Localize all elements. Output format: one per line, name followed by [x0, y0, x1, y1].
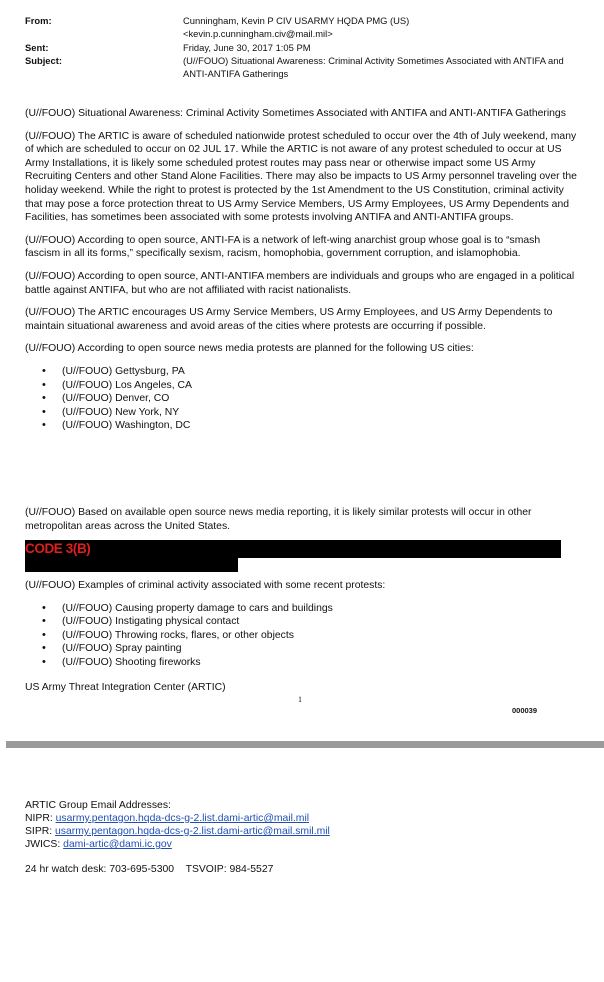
paragraph-4: (U//FOUO) The ARTIC encourages US Army Service Members, US Army Employees, and US Army Dependents to maintain situational awareness and avoid areas of the cities where protests are occurring if possible. — [25, 307, 553, 332]
cities-list — [25, 365, 577, 433]
subject-value: (U//FOUO) Situational Awareness: Criminal Activity Sometimes Associated with ANTIFA and ANTI-ANTIFA Gatherings — [183, 55, 564, 79]
paragraph-5: (U//FOUO) According to open source news media protests are planned for the following US cities: — [25, 343, 474, 355]
paragraph-7: (U//FOUO) Examples of criminal activity associated with some recent protests: — [25, 580, 386, 591]
list-item: • (U//FOUO) Denver, CO — [62, 392, 577, 406]
sipr-label: SIPR: — [25, 826, 53, 837]
sipr-line — [25, 825, 330, 839]
nipr-line — [25, 812, 309, 826]
jwics-email-link[interactable]: dami-artic@dami.ic.gov — [63, 839, 172, 850]
paragraph-3: (U//FOUO) According to open source, ANTI-ANTIFA members are individuals and groups who are engaged in a political battle against ANTIFA, but who are not affiliated with racist nationalists. — [25, 270, 575, 296]
body-title: (U//FOUO) Situational Awareness: Criminal Activity Sometimes Associated with ANTIFA and ANTI-ANTIFA Gatherings — [25, 108, 566, 119]
watch-desk: 24 hr watch desk: 703-695-5300 — [25, 864, 175, 875]
from-label: From: — [25, 15, 52, 26]
examples-list — [25, 602, 577, 670]
list-item: • (U//FOUO) Shooting fireworks — [62, 656, 577, 670]
signature: US Army Threat Integration Center (ARTIC) — [25, 682, 226, 693]
sipr-email-link[interactable]: usarmy.pentagon.hqda-dcs-g-2.list.dami-artic@mail.smil.mil — [55, 826, 330, 837]
list-item: • (U//FOUO) Instigating physical contact — [62, 615, 577, 629]
paragraph-1: (U//FOUO) The ARTIC is aware of scheduled nationwide protest scheduled to occur over the 4th of July weekend, many of which are scheduled to occur on 02 JUL 17. While the ARTIC is not aware of any protest scheduled to occur at US Army Installations, it is likely some scheduled protest routes may pass near or otherwise impact some US Army Recruiting Centers and other Stand Alone Facilities. There may also be impacts to US Army personnel traveling over the holiday weekend. While the right to protest is protected by the 1st Amendment to the US Constitution, criminal activity that may pose a force protection threat to US Army Service Members, US Army Employees, US Army Dependents and Facilities, has sometimes been associated with some protests involving ANTIFA and ANTI-ANTIFA groups. — [25, 130, 577, 224]
page-separator — [6, 741, 604, 748]
jwics-label: JWICS: — [25, 839, 61, 850]
redaction-code-label: CODE 3(B) — [25, 541, 91, 556]
jwics-line — [25, 838, 172, 852]
list-item: • (U//FOUO) Gettysburg, PA — [62, 365, 577, 379]
redaction-bar — [25, 540, 561, 558]
list-item: • (U//FOUO) Spray painting — [62, 642, 577, 656]
paragraph-6-block — [25, 506, 577, 542]
message-body — [25, 107, 577, 433]
watch-desk-line — [25, 863, 273, 877]
paragraph-2: (U//FOUO) According to open source, ANTI-FA is a network of left-wing anarchist group whose goal is to “smash fascism in all its forms,” specifically sexism, racism, homophobia, government corruption, and islamophobia. — [25, 234, 541, 260]
nipr-email-link[interactable]: usarmy.pentagon.hqda-dcs-g-2.list.dami-artic@mail.mil — [55, 813, 310, 824]
page-number: 1 — [298, 695, 302, 704]
redaction-bar-lower — [25, 558, 238, 572]
document-number: 000039 — [512, 706, 538, 715]
group-email-title: ARTIC Group Email Addresses: — [25, 800, 171, 811]
examples-block — [25, 579, 577, 670]
tsvoip: TSVOIP: 984-5527 — [185, 864, 274, 875]
sent-value: Friday, June 30, 2017 1:05 PM — [183, 42, 311, 53]
list-item: • (U//FOUO) Los Angeles, CA — [62, 379, 577, 393]
from-email: <kevin.p.cunningham.civ@mail.mil> — [183, 28, 333, 39]
subject-label: Subject: — [25, 55, 62, 66]
list-item: • (U//FOUO) Causing property damage to cars and buildings — [62, 602, 577, 616]
list-item: • (U//FOUO) New York, NY — [62, 406, 577, 420]
sent-label: Sent: — [25, 42, 49, 53]
from-value: Cunningham, Kevin P CIV USARMY HQDA PMG (US) — [183, 15, 410, 26]
paragraph-6: (U//FOUO) Based on available open source news media reporting, it is likely similar protests will occur in other metropolitan areas across the United States. — [25, 507, 532, 532]
list-item: • (U//FOUO) Throwing rocks, flares, or other objects — [62, 629, 577, 643]
list-item: • (U//FOUO) Washington, DC — [62, 419, 577, 433]
nipr-label: NIPR: — [25, 813, 53, 824]
